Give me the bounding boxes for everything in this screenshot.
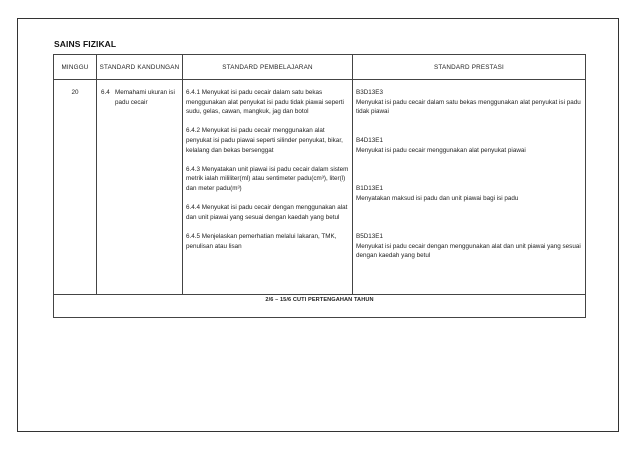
content-standard-text: Memahami ukuran isi padu cecair <box>115 89 175 106</box>
learning-standard-item: 6.4.5 Menjelaskan pemerhatian melalui lakaran, TMK, penulisan atau lisan <box>186 232 337 250</box>
performance-description: Menyukat isi padu cecair dengan menggunakan alat dan unit piawai yang sesuai dengan kaedah yang betul <box>356 242 581 260</box>
learning-standard-item: 6.4.1 Menyukat isi padu cecair dalam satu bekas menggunakan alat penyukat isi padu tidak piawai seperti sudu, gelas, cawan, mangkuk, jag dan botol <box>186 89 344 116</box>
performance-code: B3D13E3 <box>356 89 383 96</box>
table-row <box>54 80 586 295</box>
curriculum-table <box>53 54 586 318</box>
week-cell: 20 <box>54 80 97 295</box>
footer-row <box>54 295 586 318</box>
learning-standard-item: 6.4.4 Menyukat isi padu cecair dengan menggunakan alat dan unit piawai yang sesuai dengan kaedah yang betul <box>186 204 348 221</box>
learning-standard-cell <box>183 80 353 295</box>
content-standard-number: 6.4 <box>101 89 110 96</box>
header-learning-standard: STANDARD PEMBELAJARAN <box>183 55 353 80</box>
performance-standard-item <box>356 136 582 155</box>
performance-code: B5D13E1 <box>356 233 383 240</box>
performance-code: B1D13E1 <box>356 185 383 192</box>
performance-description: Menyukat isi padu cecair menggunakan alat penyukat piawai <box>356 146 526 154</box>
learning-standard-item: 6.4.2 Menyukat isi padu cecair menggunakan alat penyukat isi padu piawai seperti silinder penyukat, bikar, kelalang dan bekas bersenggat <box>186 127 343 154</box>
performance-standard-cell <box>353 80 586 295</box>
performance-standard-item <box>356 232 582 261</box>
learning-standard-item: 6.4.3 Menyatakan unit piawai isi padu cecair dalam sistem metrik ialah mililiter(ml) atau sentimeter padu(cm³), liter(l) dan meter padu(m³) <box>186 165 349 192</box>
performance-standard-item <box>356 88 582 117</box>
document-title: SAINS FIZIKAL <box>54 39 117 49</box>
header-week: MINGGU <box>54 55 97 80</box>
performance-description: Menyukat isi padu cecair dalam satu bekas menggunakan alat penyukat isi padu tidak piawai <box>356 98 581 116</box>
holiday-note: 2/6 – 15/6 CUTI PERTENGAHAN TAHUN <box>54 295 586 318</box>
performance-code: B4D13E1 <box>356 137 383 144</box>
table-header-row <box>54 55 586 80</box>
header-performance-standard: STANDARD PRESTASI <box>353 55 586 80</box>
header-content-standard: STANDARD KANDUNGAN <box>97 55 183 80</box>
performance-description: Menyatakan maksud isi padu dan unit piawai bagi isi padu <box>356 194 519 202</box>
performance-standard-item <box>356 184 582 203</box>
content-standard-cell <box>97 80 183 295</box>
